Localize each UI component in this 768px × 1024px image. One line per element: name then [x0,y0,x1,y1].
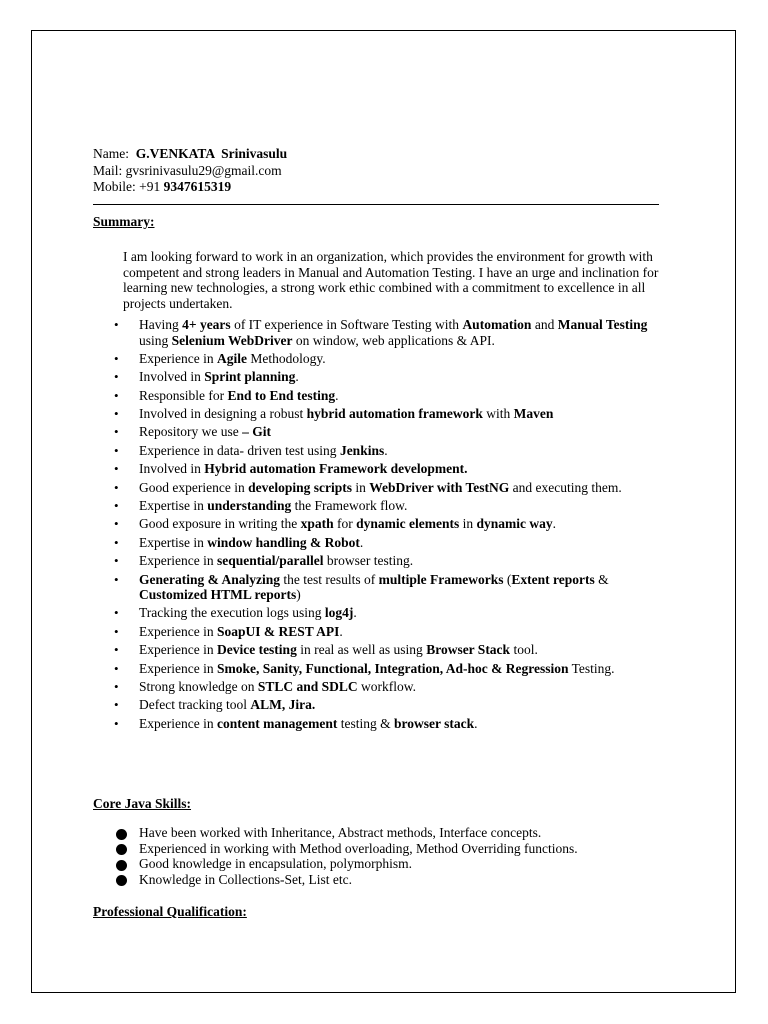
mobile-label: Mobile: +91 [93,179,161,194]
bullet-bold-text: sequential/parallel [216,553,324,569]
bullet-text: using [139,332,172,348]
summary-bullet-item [93,661,668,677]
bullet-bold-text: End to End testing [227,387,336,403]
bullet-text: in [459,516,477,532]
summary-bullet-item [93,424,668,440]
bullet-text: Good experience in [139,479,249,495]
core-java-item-text: Good knowledge in encapsulation, polymorphism. [139,856,412,871]
bullet-bold-text: STLC and SDLC [257,679,358,695]
bullet-bold-text: dynamic way [476,516,553,532]
bullet-text: . [359,534,364,550]
bullet-dot-icon: • [114,679,119,695]
bullet-text: and executing them. [509,479,622,495]
bullet-dot-icon: • [114,660,119,676]
summary-bullet-item [93,679,668,695]
summary-bullet-item [93,624,668,640]
candidate-name: G.VENKATA Srinivasulu [135,146,288,161]
filled-circle-bullet-icon [116,844,127,855]
bullet-bold-text: window handling & Robot [207,534,360,550]
bullet-bold-text: dynamic elements [356,516,460,532]
bullet-bold-text: Customized HTML reports [139,587,297,603]
bullet-text: ( [503,571,512,587]
core-java-item-text: Have been worked with Inheritance, Abstract methods, Interface concepts. [139,825,542,840]
bullet-text: Methodology. [246,350,326,366]
bullet-dot-icon: • [114,369,119,385]
name-label: Name: [93,146,129,161]
bullet-text: of IT experience in Software Testing with [230,317,463,332]
bullet-dot-icon: • [114,498,119,514]
core-java-item [93,872,668,888]
bullet-bold-text: WebDriver with TestNG [369,479,510,495]
bullet-dot-icon: • [114,553,119,569]
bullet-text: with [482,406,514,422]
bullet-dot-icon: • [114,406,119,422]
summary-paragraph: I am looking forward to work in an organization, which provides the environment for growth with competent and strong leaders in Manual and Automation Testing. I have an urge and inclination for learning new technologies, a strong work ethic combined with a commitment to excellence in all projects undertaken. [123,249,659,311]
bullet-text: for [333,516,357,532]
bullet-dot-icon: • [114,516,119,532]
bullet-bold-text: hybrid automation framework [306,406,483,422]
summary-bullet-item [93,351,668,367]
bullet-text: . [384,442,388,458]
summary-bullet-item [93,716,668,732]
bullet-dot-icon: • [114,697,119,713]
bullet-text: the test results of [280,571,379,587]
bullet-text: Experience in [139,350,217,366]
bullet-dot-icon: • [114,350,119,366]
bullet-text: . [474,715,478,731]
bullet-bold-text: Browser Stack [426,642,511,658]
bullet-text: Involved in [139,369,205,385]
bullet-dot-icon: • [114,571,119,587]
summary-bullet-item [93,388,668,404]
bullet-bold-text: browser stack [393,715,475,731]
bullet-dot-icon: • [114,642,119,658]
bullet-text: Expertise in [139,498,208,514]
summary-bullet-item [93,605,668,621]
bullet-text: testing & [337,715,394,731]
bullet-bold-text: Automation [462,317,532,332]
summary-heading: Summary: [93,214,155,229]
bullet-bold-text: Manual Testing [557,317,648,332]
bullet-text: Involved in designing a robust [139,406,307,422]
summary-bullet-item [93,317,668,348]
bullet-text: . [353,605,357,621]
bullet-text: and [531,317,558,332]
contact-header [93,146,287,196]
core-java-heading: Core Java Skills: [93,796,192,811]
email-address: gvsrinivasulu29@gmail.com [125,162,282,178]
summary-bullet-item [93,697,668,713]
bullet-bold-text: 4+ years [182,317,231,332]
bullet-text: Experience in [139,642,217,658]
bullet-text: browser testing. [323,553,414,569]
core-java-item [93,825,668,841]
bullet-bold-text: multiple Frameworks [378,571,504,587]
summary-bullet-item [93,572,668,603]
bullet-text: . [295,369,299,385]
bullet-dot-icon: • [114,605,119,621]
bullet-text: Experience in [139,553,217,569]
bullet-text: . [335,387,339,403]
bullet-bold-text: Maven [513,406,554,422]
bullet-text: Expertise in [139,534,208,550]
bullet-bold-text: Hybrid automation Framework development. [204,461,468,477]
filled-circle-bullet-icon [116,860,127,871]
bullet-text: Experience in [139,623,217,639]
bullet-text: Experience in [139,715,217,731]
bullet-bold-text: – Git [242,424,271,440]
bullet-text: Good exposure in writing the [139,516,301,532]
phone-number: 9347615319 [163,179,232,194]
summary-bullet-item [93,498,668,514]
bullet-text: on window, web applications & API. [292,332,495,348]
summary-bullet-item [93,369,668,385]
bullet-bold-text: xpath [300,516,334,532]
bullet-dot-icon: • [114,317,119,332]
bullet-text: Testing. [568,660,615,676]
bullet-bold-text: Sprint planning [204,369,296,385]
bullet-bold-text: SoapUI & REST API [216,623,340,639]
summary-bullet-list [93,317,668,734]
bullet-text: Involved in [139,461,205,477]
core-java-item-text: Experienced in working with Method overloading, Method Overriding functions. [139,840,578,856]
bullet-bold-text: developing scripts [248,479,352,495]
bullet-text: Defect tracking tool [139,697,251,713]
summary-bullet-item [93,553,668,569]
summary-bullet-item [93,642,668,658]
bullet-text: the Framework flow. [291,498,408,514]
bullet-dot-icon: • [114,479,119,495]
bullet-text: . [339,623,343,639]
bullet-text: Tracking the execution logs using [139,605,325,621]
bullet-bold-text: Agile [216,350,247,366]
bullet-bold-text: Jenkins [339,442,385,458]
bullet-bold-text: content management [216,715,338,731]
summary-bullet-item [93,535,668,551]
bullet-bold-text: Device testing [216,642,297,658]
summary-bullet-item [93,406,668,422]
bullet-dot-icon: • [114,442,119,458]
bullet-text: Experience in data- driven test using [139,442,340,458]
header-divider [93,204,659,205]
summary-bullet-item [93,480,668,496]
mail-label: Mail: [93,162,123,178]
bullet-bold-text: Generating & Analyzing [139,571,280,587]
bullet-text: in [351,479,370,495]
bullet-text: ) [296,587,301,603]
filled-circle-bullet-icon [116,875,127,886]
bullet-dot-icon: • [114,534,119,550]
bullet-text: workflow. [357,679,417,695]
core-java-item [93,841,668,857]
bullet-bold-text: Smoke, Sanity, Functional, Integration, Ad-hoc & Regression [216,660,569,676]
bullet-text: Repository we use [139,424,243,440]
bullet-text: Responsible for [139,387,228,403]
filled-circle-bullet-icon [116,829,127,840]
bullet-text: tool. [510,642,538,658]
mail-line [93,163,287,180]
bullet-bold-text: Extent reports [511,571,595,587]
core-java-list [93,825,668,887]
mobile-line [93,179,287,196]
bullet-text: & [594,571,609,587]
summary-bullet-item [93,461,668,477]
bullet-bold-text: ALM, Jira. [250,697,316,713]
bullet-dot-icon: • [114,623,119,639]
core-java-item-text: Knowledge in Collections-Set, List etc. [139,871,352,887]
bullet-bold-text: understanding [207,498,292,514]
bullet-dot-icon: • [114,424,119,440]
bullet-bold-text: Selenium WebDriver [171,332,293,348]
bullet-dot-icon: • [114,461,119,477]
summary-bullet-item [93,516,668,532]
summary-bullet-item [93,443,668,459]
professional-qualification-heading: Professional Qualification: [93,904,247,919]
bullet-bold-text: log4j [324,605,354,621]
bullet-text: Experience in [139,660,217,676]
bullet-dot-icon: • [114,387,119,403]
bullet-text: . [552,516,557,532]
bullet-text: Having [139,317,183,332]
core-java-item [93,856,668,872]
bullet-dot-icon: • [114,715,119,731]
name-line [93,146,287,163]
bullet-text: Strong knowledge on [139,679,258,695]
bullet-text: in real as well as using [296,642,427,658]
